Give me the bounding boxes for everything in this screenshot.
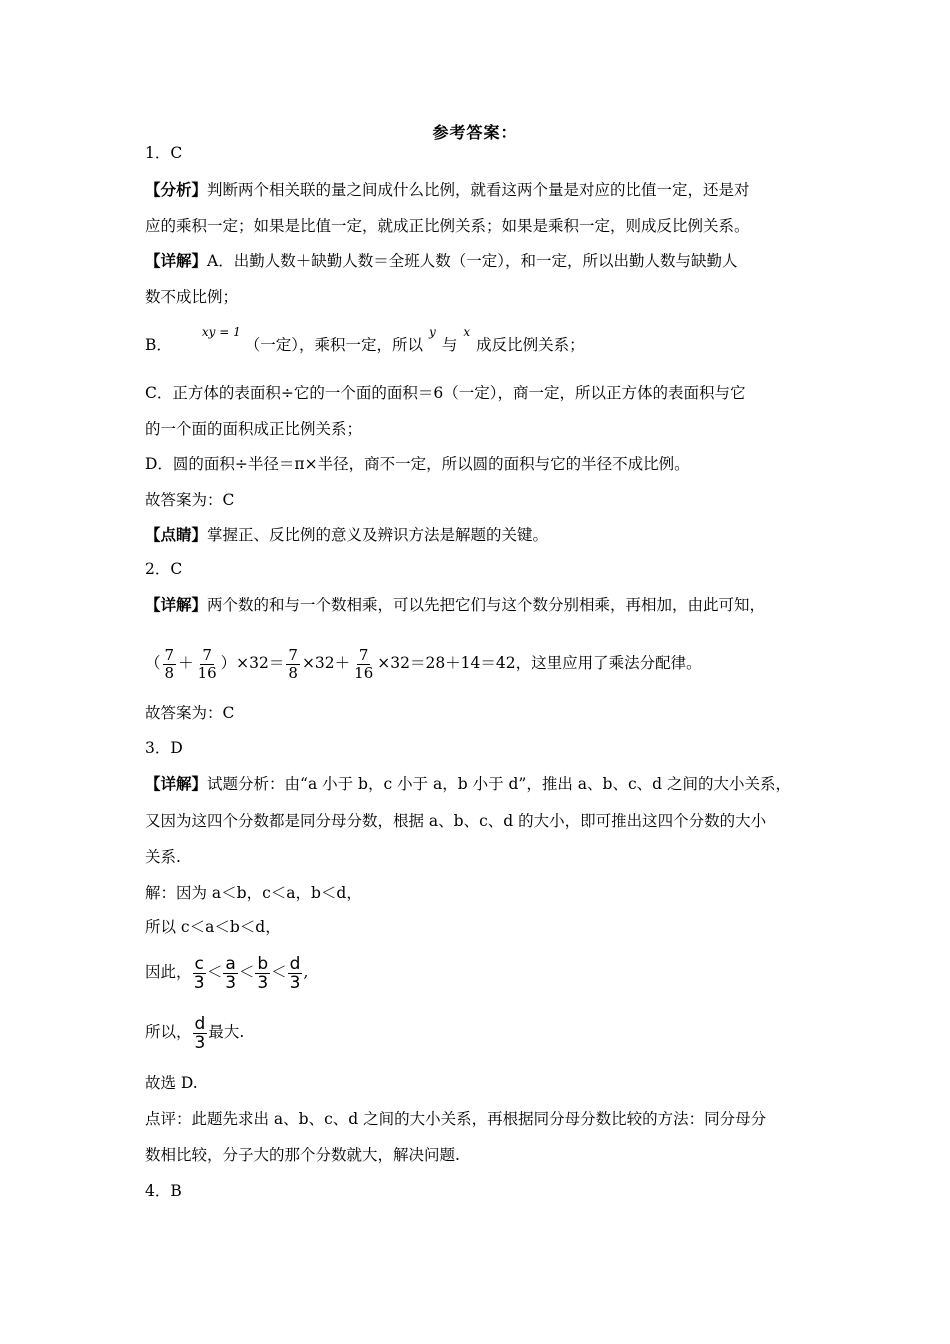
eq-mid2: ×32＋ (301, 654, 351, 672)
numerator: a (225, 953, 236, 974)
q2-answer: 2．C (145, 560, 183, 578)
q1-answer: 1．C (145, 144, 183, 162)
denominator: 16 (354, 663, 374, 682)
fraction-7-16-b (352, 647, 375, 682)
eq-end: ×32＝28＋14＝42，这里应用了乘法分配律。 (377, 654, 702, 672)
numerator: 7 (202, 645, 212, 664)
denominator: 16 (197, 663, 217, 682)
fraction-b-3 (255, 955, 270, 992)
fraction-c-3 (193, 955, 206, 992)
less-than: ＜ (271, 963, 287, 981)
numerator: b (257, 953, 269, 974)
detail-text: 两个数的和与一个数相乘，可以先把它们与这个数分别相乘，再相加，由此可知， (207, 596, 766, 614)
page-title: 参考答案： (432, 123, 518, 142)
less-than: ＜ (206, 963, 223, 981)
q1-detail-a-line2: 数不成比例； (145, 288, 239, 306)
sol3-end: , (303, 963, 309, 981)
var-x: x (463, 325, 471, 339)
tip-tag: 【点睛】 (145, 525, 208, 544)
fraction-7-16 (196, 647, 219, 682)
fraction-7-8-b (286, 647, 300, 682)
b-mid: （一定），乘积一定，所以 (244, 336, 424, 354)
plus-sign: ＋ (178, 654, 194, 672)
denominator: 3 (225, 972, 237, 993)
denominator: 3 (257, 972, 269, 993)
q3-answer: 3．D (145, 739, 183, 757)
q3-comment-line2: 数相比较，分子大的那个分数就大，解决问题. (145, 1146, 460, 1164)
numerator: 7 (164, 645, 175, 664)
q4-answer: 4．B (145, 1182, 182, 1200)
q3-solution-line4 (145, 1010, 825, 1054)
denominator: 8 (288, 663, 298, 682)
detail-a-text: A．出勤人数＋缺勤人数＝全班人数（一定），和一定，所以出勤人数与缺勤人 (207, 252, 738, 270)
q2-detail (145, 595, 825, 615)
analysis-tag: 【分析】 (145, 180, 208, 199)
q1-analysis-line1 (145, 180, 825, 200)
detail-tag: 【详解】 (145, 595, 208, 614)
denominator: 8 (164, 663, 175, 682)
q1-detail-d: D．圆的面积÷半径＝π×半径，商不一定，所以圆的面积与它的半径不成比例。 (145, 455, 690, 473)
q1-tip (145, 525, 825, 545)
eq-open: （ (145, 654, 161, 672)
analysis-text: 判断两个相关联的量之间成什么比例，就看这两个量是对应的比值一定，还是对 (207, 181, 750, 199)
q2-conclusion: 故答案为：C (145, 704, 235, 722)
denominator: 3 (193, 972, 205, 993)
q3-solution-line2: 所以 c＜a＜b＜d， (145, 918, 281, 936)
numerator: 7 (358, 645, 369, 664)
q1-analysis-line2: 应的乘积一定；如果是比值一定，就成正比例关系；如果是乘积一定，则成反比例关系。 (145, 217, 750, 235)
numerator: d (194, 1013, 206, 1034)
q3-solution-line3 (145, 950, 825, 994)
b-prefix: B． (145, 336, 172, 354)
numerator: d (289, 953, 301, 974)
q1-detail-c-line1: C．正方体的表面积÷它的一个面的面积＝6（一定），商一定，所以正方体的表面积与它 (145, 384, 746, 402)
q2-equation (145, 643, 825, 683)
b-equation: xy = 1 (201, 325, 241, 339)
q3-detail-line3: 关系. (145, 848, 181, 866)
eq-mid1: ）×32＝ (220, 654, 285, 672)
detail-tag: 【详解】 (145, 251, 208, 270)
denominator: 3 (194, 1032, 206, 1053)
q1-detail-c-line2: 的一个面的面积成正比例关系； (145, 420, 363, 438)
numerator: 7 (288, 645, 298, 664)
q3-detail-line1 (145, 774, 825, 794)
numerator: c (194, 953, 204, 974)
q3-solution-line1: 解：因为 a＜b，c＜a，b＜d， (145, 884, 362, 902)
q3-comment-line1: 点评：此题先求出 a、b、c、d 之间的大小关系，再根据同分母分数比较的方法：同分母分 (145, 1110, 767, 1128)
q1-detail-a-line1 (145, 251, 825, 271)
fraction-a-3 (223, 955, 237, 992)
detail-tag: 【详解】 (145, 774, 208, 793)
q1-detail-b (145, 325, 825, 356)
fraction-d-3-max (193, 1015, 208, 1052)
fraction-7-8 (163, 647, 177, 682)
detail-text: 试题分析：由“a 小于 b，c 小于 a，b 小于 d”，推出 a、b、c、d 之间的大小关系， (207, 775, 791, 793)
var-y: y (429, 325, 436, 339)
b-with: 与 (441, 336, 458, 354)
denominator: 3 (289, 972, 301, 993)
sol3-prefix: 因此， (145, 963, 192, 981)
q3-detail-line2: 又因为这四个分数都是同分母分数，根据 a、b、c、d 的大小，即可推出这四个分数的大小 (145, 812, 767, 830)
sol4-prefix: 所以， (145, 1023, 192, 1041)
q3-choose: 故选 D. (145, 1074, 198, 1092)
sol4-end: 最大. (208, 1023, 245, 1041)
fraction-d-3 (288, 955, 303, 992)
q1-conclusion: 故答案为：C (145, 491, 235, 509)
b-end: 成反比例关系； (476, 336, 585, 354)
less-than: ＜ (238, 963, 255, 981)
tip-text: 掌握正、反比例的意义及辨识方法是解题的关键。 (207, 526, 549, 544)
